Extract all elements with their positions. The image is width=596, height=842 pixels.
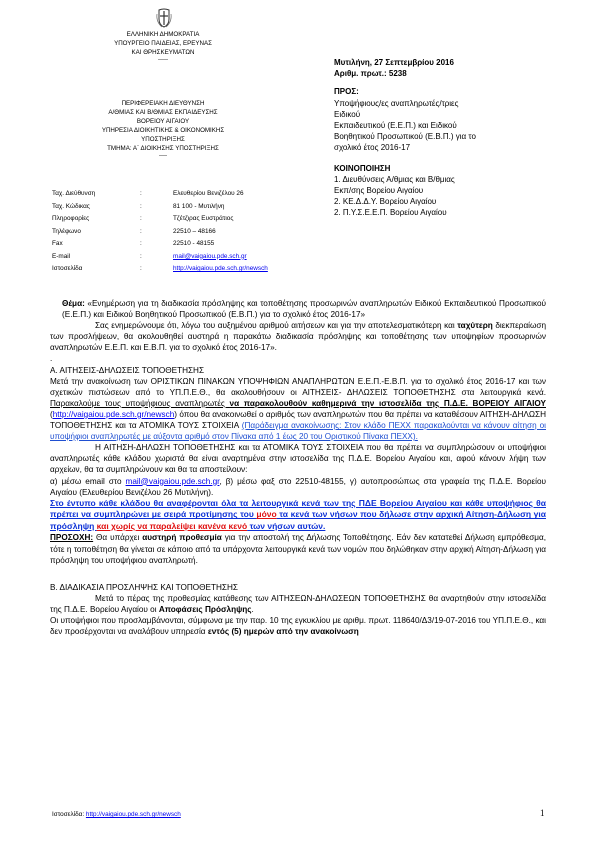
region-line: ΥΠΟΣΤΗΡΙΞΗΣ bbox=[141, 136, 185, 143]
intro-bold: ταχύτερη bbox=[457, 321, 493, 331]
paragraph-text: , β) μέσω φαξ στο 22510-48155, γ) αυτοπροσώπως στα γραφεία της Π.Δ.Ε. Βορείου Αιγαίου (Ελευθερίου Βενιζέλου 26 Μυτιλήνη). bbox=[50, 476, 546, 497]
directorate-header bbox=[68, 99, 258, 159]
contact-label: Τηλέφωνο bbox=[52, 227, 81, 235]
paragraph-text: ( bbox=[50, 409, 53, 419]
ministry-header bbox=[68, 30, 258, 63]
recipient-line: σχολικό έτος 2016-17 bbox=[334, 142, 411, 152]
footer-label: Ιστοσελίδα: bbox=[52, 811, 86, 818]
document-body bbox=[50, 298, 546, 637]
contact-value: 22510 - 48155 bbox=[173, 240, 215, 247]
emphasis-blue: Στο έντυπο κάθε κλάδου θα αναφέρονται όλα τα λειτουργικά κενά των της ΠΔΕ Βορείου Αιγαίου και κάθε υποψήφιος θα πρέπει να συμπληρώνει με σειρά προτίμησης του bbox=[50, 497, 546, 520]
section-b-title: Β. ΔΙΑΔΙΚΑΣΙΑ ΠΡΟΣΛΗΨΗΣ ΚΑΙ ΤΟΠΟΘΕΤΗΣΗΣ bbox=[50, 582, 238, 592]
subject-paragraph bbox=[62, 298, 546, 320]
section-b-paragraph-1 bbox=[50, 593, 546, 615]
contact-value: 22510 – 48166 bbox=[173, 227, 216, 235]
contact-label: Fax bbox=[52, 240, 63, 247]
paragraph-text: για την αποστολή της Δήλωσης Τοποθέτησης. Εάν δεν κατατεθεί Δήλωση εμπρόθεσμα, τότε η τοποθέτηση θα γίνεται σε κάποιο από τα υπάρχοντα λειτουργικά κενά των νομών που δηλώθηκαν στην αρχική Αίτηση-Δήλωση για πρόσληψη του υποψήφιου αναπληρωτή. bbox=[50, 533, 546, 565]
contact-value: Ελευθερίου Βενιζέλου 26 bbox=[173, 190, 244, 197]
contact-label: Πληροφορίες bbox=[52, 215, 90, 222]
intro-text: διεκπεραίωση των προσλήψεων, θα ακολουθηθεί αυστηρά η παρακάτω διαδικασία πρόσληψης και τοποθέτησης των υποψηφίων προσωρινών αναπληρωτών Ε.Ε.Π. και Ε.Β.Π. για το σχολικό έτος 2016-17». bbox=[50, 321, 546, 353]
emphasis-blue: των νήσων αυτών. bbox=[247, 520, 326, 531]
section-a-paragraph-5 bbox=[50, 532, 546, 565]
bold-text: εντός (5) ημερών από την ανακοίνωση bbox=[207, 627, 359, 637]
to-title: ΠΡΟΣ: bbox=[334, 87, 359, 96]
contact-colon: : bbox=[140, 227, 142, 235]
emphasis-blue: τα κενά των νήσων που δήλωσε στην αρχική Αίτηση-Δήλωση για πρόσληψη bbox=[50, 509, 546, 531]
underlined-text: Παρακαλούμε τους υποψήφιους αναπληρωτές bbox=[50, 398, 230, 408]
spacer bbox=[50, 566, 546, 582]
cc-title: ΚΟΙΝΟΠΟΙΗΣΗ bbox=[334, 163, 391, 173]
section-b-paragraph-2 bbox=[50, 615, 546, 637]
cc-line: 1. Διευθύνσεις Α/θμιας και Β/θμιας bbox=[334, 175, 455, 184]
recipient-line: Ειδικού bbox=[334, 109, 361, 119]
protocol-number: Αριθμ. πρωτ.: 5238 bbox=[334, 68, 407, 78]
contact-colon: : bbox=[140, 202, 142, 210]
cc-line: Εκπ/σης Βορείου Αιγαίου bbox=[334, 186, 424, 195]
intro-paragraph bbox=[50, 320, 546, 353]
footer-website-link[interactable]: http://vaigaiou.pde.sch.gr/newsch bbox=[85, 811, 181, 818]
recipient-line: Βοηθητικού Προσωπικού (Ε.Β.Π.) για το bbox=[334, 131, 476, 141]
greek-emblem-icon bbox=[155, 8, 173, 28]
website-link[interactable]: http://vaigaiou.pde.sch.gr/newsch bbox=[173, 265, 268, 272]
bold-text: αυστηρή προθεσμία bbox=[142, 533, 222, 543]
page-number: 1 bbox=[540, 808, 545, 818]
recipient-line: Εκπαιδευτικού (Ε.Ε.Π.) και Ειδικού bbox=[334, 120, 457, 130]
emphasis-red: μόνο bbox=[256, 509, 277, 520]
org-line: ΥΠΟΥΡΓΕΙΟ ΠΑΙΔΕΙΑΣ, ΕΡΕΥΝΑΣ bbox=[114, 40, 212, 47]
page-footer bbox=[52, 811, 181, 818]
paragraph-text: Μετά την ανακοίνωση των ΟΡΙΣΤΙΚΩΝ ΠΙΝΑΚΩΝ ΥΠΟΨΗΦΙΩΝ ΑΝΑΠΛΗΡΩΤΩΝ Ε.Ε.Π.-Ε.Β.Π. για το σχολικό έτος 2016-17 και των σχετικών πιστώσεων από το ΥΠ.Π.Ε.Θ., θα ακολουθήσουν οι ΑΙΤΗΣΕΙΣ- ΔΗΛΩΣΕΙΣ ΤΟΠΟΘΕΤΗΣΗΣ στα λειτουργικά κενά. bbox=[50, 376, 546, 397]
org-line: ΚΑΙ ΘΡΗΣΚΕΥΜΑΤΩΝ bbox=[131, 49, 195, 56]
contact-label: E-mail bbox=[52, 252, 71, 260]
paragraph-text: Θα υπάρχει bbox=[93, 533, 143, 543]
subject-label: Θέμα: bbox=[62, 299, 85, 308]
region-line: ΤΜΗΜΑ: Α΄ ΔΙΟΙΚΗΣΗΣ ΥΠΟΣΤΗΡΙΞΗΣ bbox=[107, 145, 219, 152]
contact-label: Ταχ. Διεύθυνση bbox=[52, 190, 96, 197]
contact-label: Ιστοσελίδα bbox=[52, 265, 83, 272]
date-line: Μυτιλήνη, 27 Σεπτεμβρίου 2016 bbox=[334, 58, 454, 67]
contact-colon: : bbox=[140, 265, 142, 272]
recipients-block bbox=[334, 58, 566, 218]
intro-text: Σας ενημερώνουμε ότι, λόγω του αυξημένου αριθμού αιτήσεων και για την αποτελεσματικότερη και bbox=[95, 321, 458, 331]
subject-text: «Ενημέρωση για τη διαδικασία πρόσληψης και τοποθέτησης προσωρινών αναπληρωτών Ειδικού Εκπαιδευτικού Προσωπικού (Ε.Ε.Π.) και Ειδικού Βοηθητικού Προσωπικού (Ε.Β.Π.) για το σχολικό έτος 2016-17» bbox=[62, 299, 546, 320]
example-announcement: (Παράδειγμα ανακοίνωσης: Στον κλάδο ΠΕΧΧ παρακαλούνται να κάνουν αίτηση οι υποψήφιοι αναπληρωτές με αύξοντα αριθμό στον Πίνακα από 1 έως 20 του Οριστικού Πίνακα ΠΕΧΧ). bbox=[50, 421, 546, 442]
section-a-paragraph-1 bbox=[50, 376, 546, 443]
paragraph-text: Μετά το πέρας της προθεσμίας κατάθεσης των ΑΙΤΗΣΕΩΝ-ΔΗΛΩΣΕΩΝ ΤΟΠΟΘΕΤΗΣΗΣ θα αναρτηθούν στην ιστοσελίδα της Π.Δ.Ε. Βορείου Αιγαίου οι bbox=[50, 593, 546, 614]
recipient-line: Υποψήφιους/ες αναπληρωτές/τριες bbox=[334, 98, 459, 108]
cc-line: 2. Π.Υ.Σ.Ε.Ε.Π. Βορείου Αιγαίου bbox=[334, 208, 447, 217]
section-a-paragraph-2: Η ΑΙΤΗΣΗ-ΔΗΛΩΣΗ ΤΟΠΟΘΕΤΗΣΗΣ και τα ΑΤΟΜΙΚΑ ΤΟΥΣ ΣΤΟΙΧΕΙΑ που θα πρέπει να συμπληρώσουν οι υποψήφιοι αναπληρωτές κάθε κλάδου χωριστά θα είναι αναρτημένα στην ιστοσελίδα της Π.Δ.Ε. Βορείου Αιγαίου και, αφού κάνουν λήψη των αρχείων, θα τα συμπληρώνουν και θα τα αποστείλουν: bbox=[50, 443, 546, 475]
paragraph-text: . bbox=[251, 604, 254, 614]
contact-colon: : bbox=[140, 215, 142, 222]
contact-value: 81 100 - Μυτιλήνη bbox=[173, 202, 225, 210]
stray-dot: . bbox=[50, 354, 53, 364]
region-separator: ---- bbox=[159, 153, 167, 159]
paragraph-text: ) όπου θα ανακοινωθεί ο αριθμός των αναπληρωτών που θα πρέπει να καταθέσουν ΑΙΤΗΣΗ-ΔΗΛΩΣΗ ΤΟΠΟΘΕΤΗΣΗΣ και τα ΑΤΟΜΙΚΑ ΤΟΥΣ ΣΤΟΙΧΕΙΑ bbox=[50, 409, 546, 431]
warning-label: ΠΡΟΣΟΧΗ: bbox=[50, 533, 94, 543]
email-link[interactable]: mail@vaigaiou.pde.sch.gr bbox=[125, 476, 220, 486]
emphasis-red: και χωρίς να παραλείψει κανένα κενό bbox=[96, 520, 248, 531]
contact-value: Τζέτζιρας Ευστράτιος bbox=[173, 215, 234, 222]
region-line: ΥΠΗΡΕΣΙΑ ΔΙΟΙΚΗΤΙΚΗΣ & ΟΙΚΟΝΟΜΙΚΗΣ bbox=[101, 127, 225, 134]
region-line: ΒΟΡΕΙΟΥ ΑΙΓΑΙΟΥ bbox=[136, 118, 190, 125]
region-line: Α/ΘΜΙΑΣ ΚΑΙ Β/ΘΜΙΑΣ ΕΚΠΑΙΔΕΥΣΗΣ bbox=[108, 109, 218, 116]
contact-label: Ταχ. Κώδικας bbox=[52, 202, 90, 210]
section-a-title: Α. ΑΙΤΗΣΕΙΣ-ΔΗΛΩΣΕΙΣ ΤΟΠΟΘΕΤΗΣΗΣ bbox=[50, 365, 205, 375]
email-link[interactable]: mail@vaigaiou.pde.sch.gr bbox=[173, 252, 247, 260]
bold-text: Αποφάσεις Πρόσληψης bbox=[158, 604, 252, 614]
section-a-paragraph-3 bbox=[50, 476, 546, 498]
paragraph-text: Οι υποψήφιοι που προσλαμβάνονται, σύμφωνα με την παρ. 10 της εγκυκλίου με αριθμ. πρωτ. 118640/Δ3/19-07-2016 του ΥΠ.Π.Ε.Θ., και δεν προσέρχονται να αναλάβουν υπηρεσία bbox=[50, 616, 546, 637]
org-line: ΕΛΛΗΝΙΚΗ ΔΗΜΟΚΡΑΤΙΑ bbox=[126, 31, 200, 38]
cc-line: 2. ΚΕ.Δ.Δ.Υ. Βορείου Αιγαίου bbox=[334, 197, 437, 206]
website-link[interactable]: http://vaigaiou.pde.sch.gr/newsch bbox=[52, 409, 175, 419]
contact-colon: : bbox=[140, 252, 142, 260]
region-line: ΠΕΡΙΦΕΡΕΙΑΚΗ ΔΙΕΥΘΥΝΣΗ bbox=[121, 100, 205, 107]
bold-underlined-text: να παρακολουθούν καθημερινά την ιστοσελίδα της Π.Δ.Ε. ΒΟΡΕΙΟΥ ΑΙΓΑΙΟΥ bbox=[229, 398, 546, 408]
contact-colon: : bbox=[140, 240, 142, 247]
paragraph-text: α) μέσω email στο bbox=[50, 476, 126, 486]
section-a-paragraph-4 bbox=[50, 498, 546, 533]
contact-colon: : bbox=[140, 190, 142, 197]
org-separator: ----- bbox=[158, 57, 168, 63]
